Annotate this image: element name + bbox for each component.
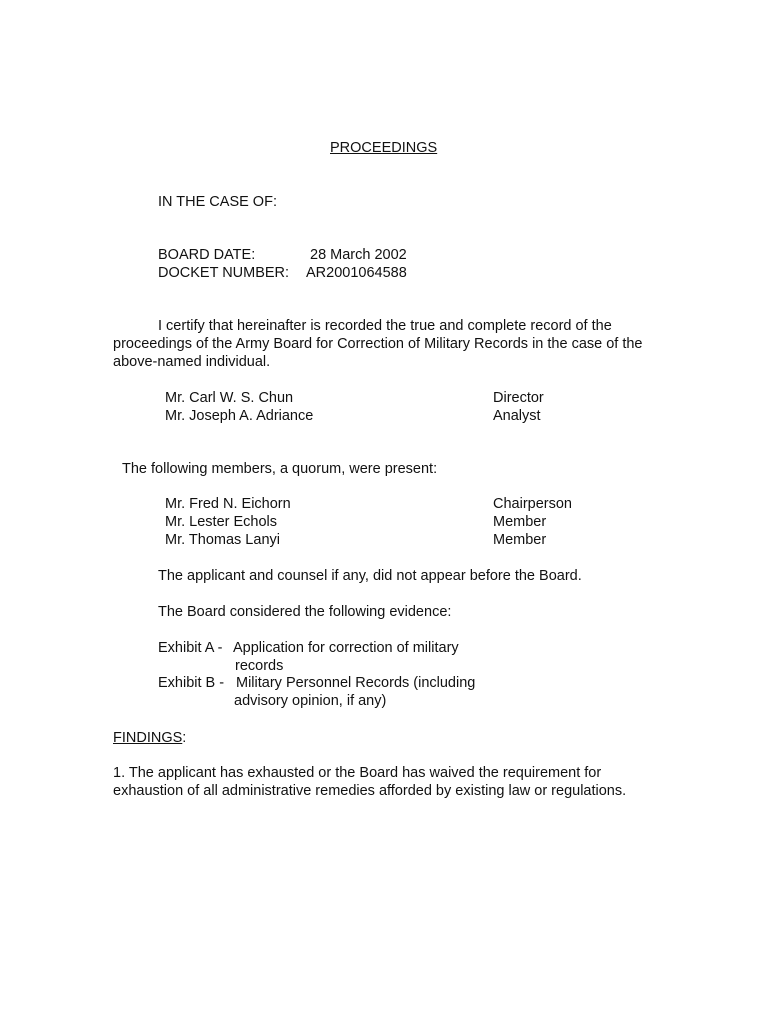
findings-heading-colon: :	[182, 730, 187, 746]
findings-heading-text: FINDINGS	[113, 730, 183, 746]
certification-paragraph: I certify that hereinafter is recorded the true and complete record of the proceedings of the Army Board for Correction of Military Records in the case of the above-named individual.	[113, 318, 643, 370]
finding-1: 1. The applicant has exhausted or the Board has waived the requirement for exhaustion of all administrative remedies afforded by existing law or regulations.	[113, 765, 627, 799]
member-role: Member	[493, 532, 547, 548]
findings-heading	[113, 729, 186, 747]
exhibit-label: Exhibit B -	[158, 675, 225, 691]
staff-role: Director	[493, 390, 544, 406]
evidence-intro: The Board considered the following evidence:	[158, 604, 452, 620]
staff-role: Analyst	[493, 408, 541, 424]
exhibit-description-cont: advisory opinion, if any)	[234, 693, 387, 709]
member-role: Chairperson	[493, 496, 572, 512]
exhibit-description-cont: records	[235, 658, 284, 674]
staff-name: Mr. Joseph A. Adriance	[165, 408, 314, 424]
member-role: Member	[493, 514, 547, 530]
page-title: PROCEEDINGS	[330, 140, 438, 156]
appearance-statement: The applicant and counsel if any, did not appear before the Board.	[158, 568, 582, 584]
case-label: IN THE CASE OF:	[158, 194, 277, 210]
quorum-statement: The following members, a quorum, were present:	[122, 461, 438, 477]
member-name: Mr. Fred N. Eichorn	[165, 496, 291, 512]
board-date-label: BOARD DATE:	[158, 247, 256, 263]
member-name: Mr. Lester Echols	[165, 514, 278, 530]
docket-number-label: DOCKET NUMBER:	[158, 265, 290, 281]
board-date-value: 28 March 2002	[310, 247, 407, 263]
exhibit-description: Application for correction of military	[233, 640, 459, 656]
exhibit-description: Military Personnel Records (including	[236, 675, 476, 691]
docket-number-value: AR2001064588	[306, 265, 407, 281]
exhibit-label: Exhibit A -	[158, 640, 223, 656]
member-name: Mr. Thomas Lanyi	[165, 532, 280, 548]
staff-name: Mr. Carl W. S. Chun	[165, 390, 294, 406]
